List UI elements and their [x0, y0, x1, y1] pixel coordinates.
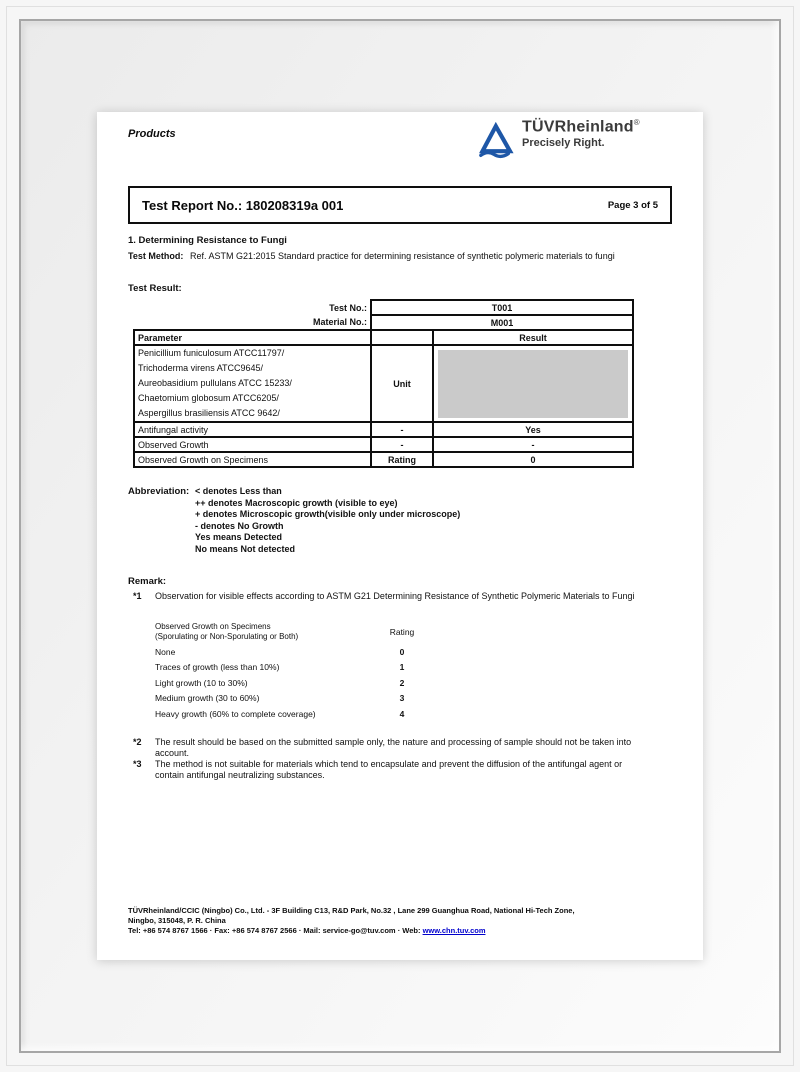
test-result-label: Test Result: — [128, 283, 182, 294]
table-row-test-no — [134, 300, 633, 315]
footer-block — [128, 906, 673, 936]
rating-row-value: 0 — [399, 646, 405, 657]
abbreviation-line: ++ denotes Macroscopic growth (visible to eye) — [195, 497, 398, 508]
report-number-bar — [128, 186, 672, 224]
unit-header-empty — [371, 330, 433, 345]
rating-row-value: 4 — [399, 708, 405, 719]
fungi-unit-cell: Unit — [371, 345, 433, 422]
fungi-line: Penicillium funiculosum ATCC11797/ — [138, 348, 285, 358]
remark-item-1 — [133, 591, 653, 602]
abbreviation-lines — [195, 486, 460, 555]
table-row — [134, 452, 633, 467]
material-no-value: M001 — [371, 315, 633, 330]
test-method-label: Test Method: — [128, 251, 184, 261]
abbreviation-line: + denotes Microscopic growth(visible only under microscope) — [195, 509, 461, 519]
remark-label: Remark: — [128, 576, 167, 587]
rating-table — [155, 622, 434, 724]
registered-mark: ® — [633, 118, 640, 127]
table-row — [134, 437, 633, 452]
fungi-line: Trichoderma virens ATCC9645/ — [138, 363, 264, 373]
abbreviation-line: No means Not detected — [195, 543, 296, 554]
parameter-cell: Antifungal activity — [134, 422, 371, 437]
rating-column-header: Rating — [389, 627, 415, 637]
parameter-cell: Observed Growth — [134, 437, 371, 452]
test-no-label: Test No.: — [329, 302, 367, 313]
remark-marker: *1 — [133, 591, 142, 601]
test-method-block — [128, 251, 660, 262]
remark-item-3 — [133, 759, 653, 781]
tuv-logo-text — [522, 118, 640, 149]
rating-row-value: 3 — [399, 693, 405, 703]
unit-cell: - — [371, 437, 433, 452]
footer-web-link[interactable]: www.chn.tuv.com — [422, 926, 486, 935]
unit-cell: - — [371, 422, 433, 437]
remark-text: The method is not suitable for materials which tend to encapsulate and prevent the diffusion of the antifungal agent or contain antifungal neutralizing substances. — [155, 759, 623, 780]
abbreviation-label: Abbreviation: — [128, 486, 190, 497]
rating-row — [155, 662, 434, 672]
rating-row-label: Light growth (10 to 30%) — [155, 677, 248, 688]
tuv-triangle-icon — [475, 122, 515, 162]
tuv-brand-name — [522, 118, 640, 136]
remark-item-2 — [133, 737, 653, 759]
material-no-label: Material No.: — [312, 317, 367, 327]
report-number-title: Test Report No.: 180208319a 001 — [142, 197, 344, 213]
rating-table-header — [155, 622, 434, 642]
rating-row — [155, 678, 434, 688]
rating-header-line: Observed Growth on Specimens — [155, 622, 271, 631]
page-number-label: Page 3 of 5 — [607, 199, 658, 211]
result-header: Result — [433, 330, 633, 345]
fungi-line: Aspergillus brasiliensis ATCC 9642/ — [138, 408, 280, 418]
rating-table-header-label — [155, 622, 370, 642]
rating-row-value: 1 — [399, 662, 405, 672]
section-heading: 1. Determining Resistance to Fungi — [128, 235, 287, 246]
abbreviation-line: < denotes Less than — [195, 486, 282, 496]
result-cell: - — [433, 437, 633, 452]
footer-contact-line — [128, 926, 673, 936]
remark-text: Observation for visible effects according to ASTM G21 Determining Resistance of Synthetic Polymeric Materials to Fungi — [155, 591, 635, 601]
rating-row-label: None — [155, 646, 176, 657]
rating-row — [155, 709, 434, 719]
result-cell: Yes — [433, 422, 633, 437]
result-cell: 0 — [433, 452, 633, 467]
unit-cell: Rating — [371, 452, 433, 467]
result-table — [133, 299, 634, 468]
table-row-fungi — [134, 345, 633, 422]
table-row — [134, 422, 633, 437]
fungi-line: Aureobasidium pullulans ATCC 15233/ — [138, 378, 292, 388]
table-header-row — [134, 330, 633, 345]
rating-row-value: 2 — [399, 677, 405, 688]
parameter-cell: Observed Growth on Specimens — [134, 452, 371, 467]
rating-row-label: Heavy growth (60% to complete coverage) — [155, 708, 316, 719]
tuv-logo — [475, 118, 640, 162]
remark-marker: *3 — [133, 759, 142, 769]
remark-text: The result should be based on the submitted sample only, the nature and processing of sample should not be taken into account. — [155, 737, 632, 758]
rating-row — [155, 647, 434, 657]
footer-address-line1: TÜVRheinland/CCIC (Ningbo) Co., Ltd. - 3F Building C13, R&D Park, No.32 , Lane 299 Guanghua Road, National Hi-Tech Zone, — [128, 906, 575, 915]
abbreviation-block — [128, 486, 460, 555]
test-method-text: Ref. ASTM G21:2015 Standard practice for determining resistance of synthetic polymeric materials to fungi — [190, 251, 615, 261]
abbreviation-line: - denotes No Growth — [195, 520, 284, 531]
fungi-result-cell — [433, 345, 633, 422]
rating-header-line: (Sporulating or Non-Sporulating or Both) — [155, 632, 299, 641]
rating-row-label: Medium growth (30 to 60%) — [155, 693, 260, 703]
abbreviation-line: Yes means Detected — [195, 532, 283, 542]
remark-marker: *2 — [133, 737, 142, 747]
brand-text: TÜVRheinland — [522, 118, 634, 136]
test-no-value: T001 — [371, 300, 633, 315]
redacted-result-box — [438, 350, 628, 418]
rating-row — [155, 693, 434, 703]
document-page — [97, 112, 703, 960]
rating-row-label: Traces of growth (less than 10%) — [155, 662, 280, 672]
fungi-line: Chaetomium globosum ATCC6205/ — [138, 393, 279, 403]
parameter-header: Parameter — [134, 330, 371, 345]
products-label: Products — [128, 128, 176, 140]
table-row-material-no — [134, 315, 633, 330]
footer-address-line2: Ningbo, 315048, P. R. China — [128, 916, 226, 925]
footer-contact-text: Tel: +86 574 8767 1566 · Fax: +86 574 8767 2566 · Mail: service-go@tuv.com · Web: — [128, 926, 423, 935]
fungi-parameter-cell — [134, 345, 371, 422]
tuv-tagline: Precisely Right. — [522, 137, 605, 150]
